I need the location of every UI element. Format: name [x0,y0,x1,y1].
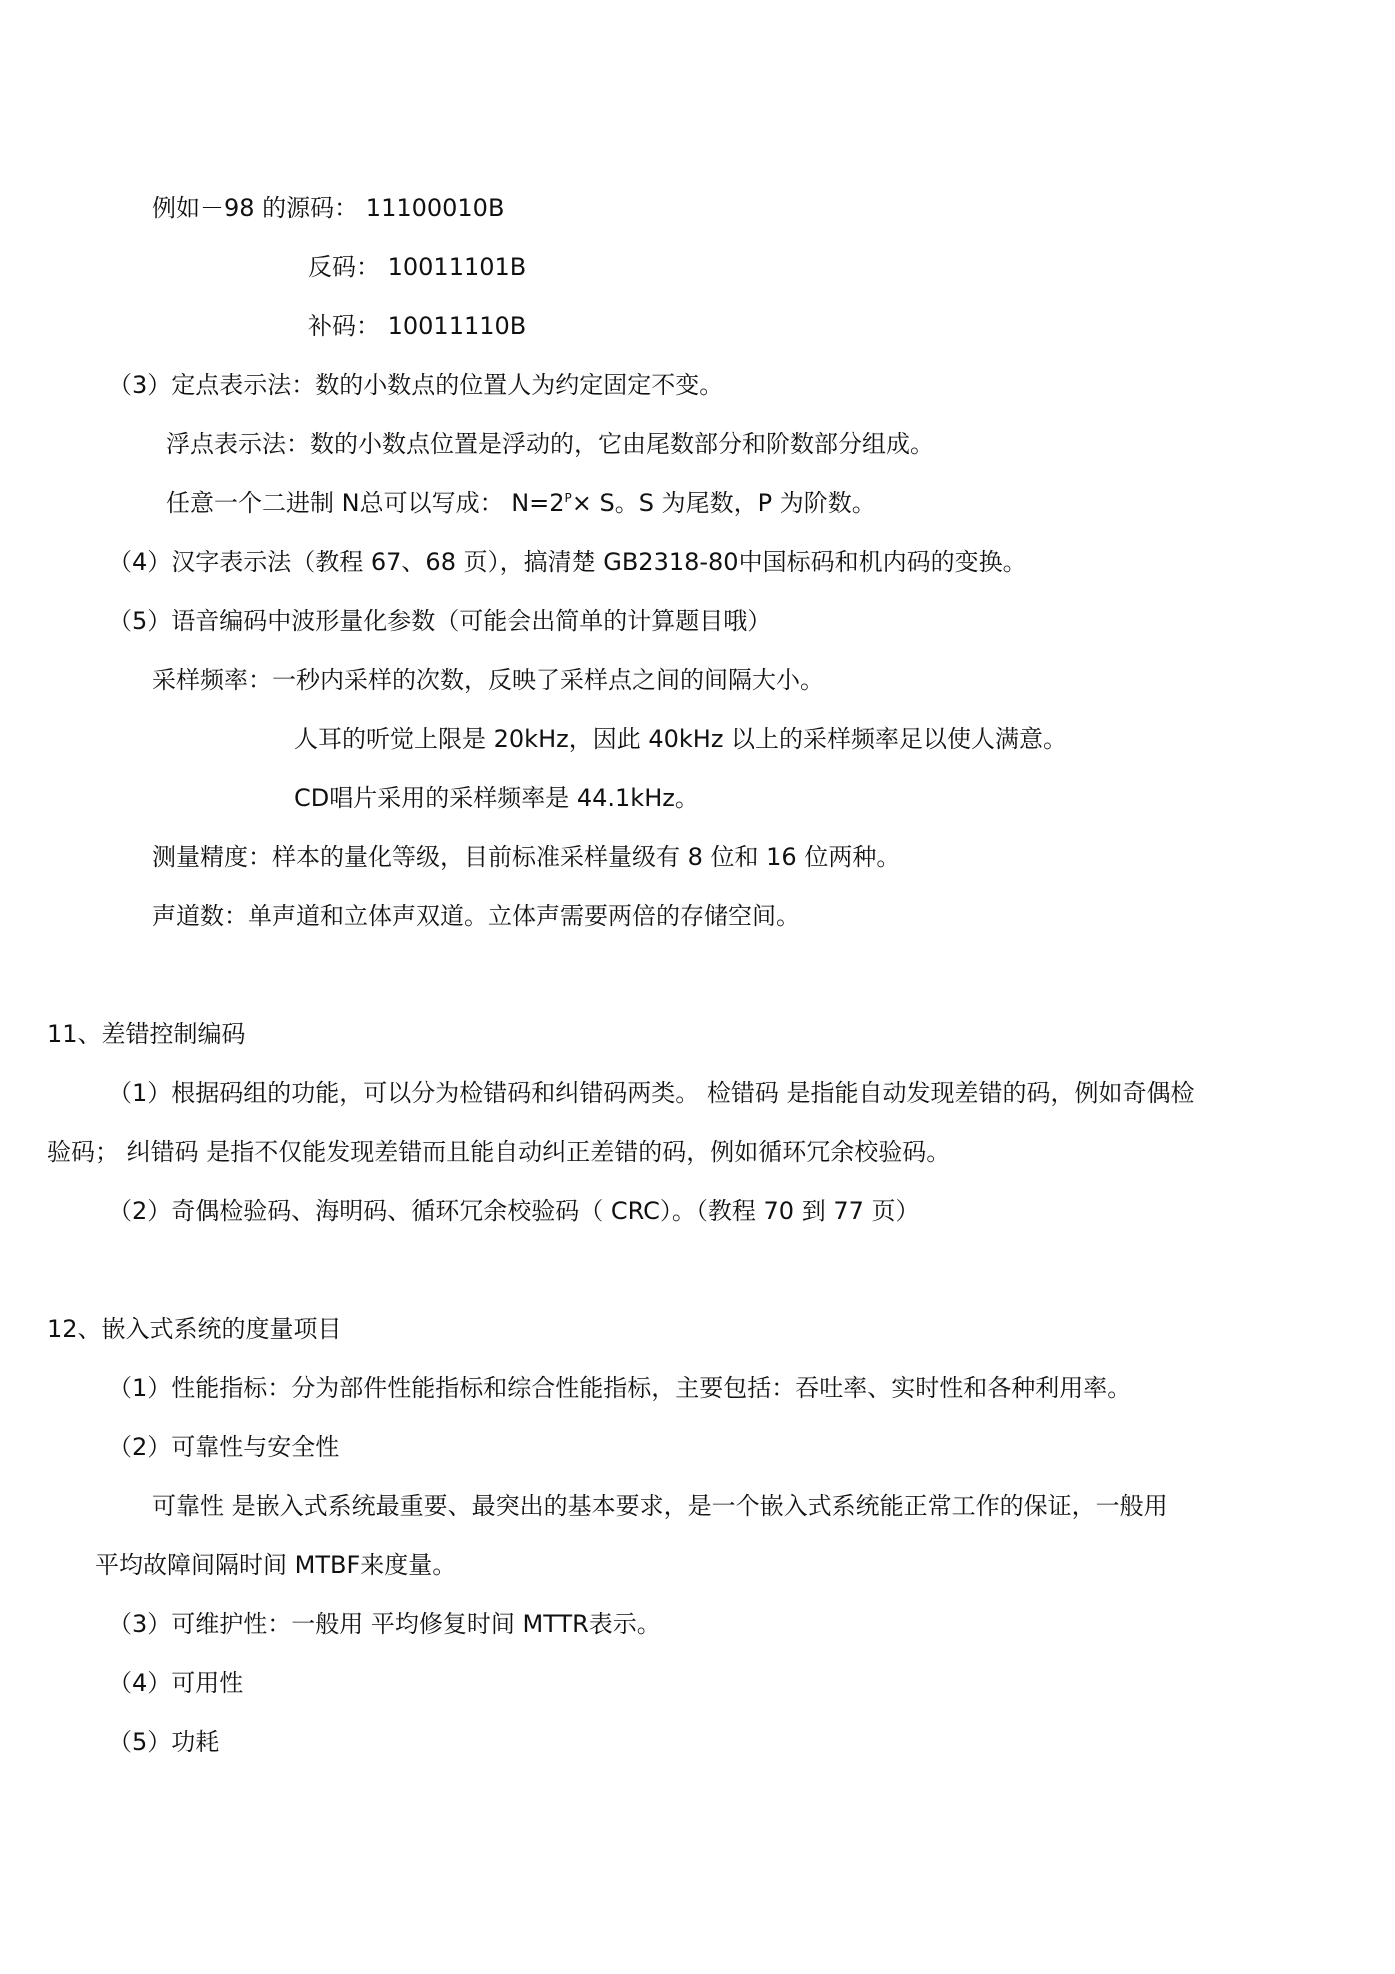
availability-heading: （4）可用性 [108,1669,244,1697]
reliability-heading: （2）可靠性与安全性 [108,1433,340,1461]
parity-hamming-crc-line: （2）奇偶检验码、海明码、循环冗余校验码（ CRC）。（教程 70 到 77 页） [108,1197,920,1225]
maintainability-line: （3）可维护性：一般用 平均修复时间 MTTR表示。 [108,1610,661,1638]
performance-metrics: （1）性能指标：分为部件性能指标和综合性能指标，主要包括：吞吐率、实时性和各种利用率。 [108,1374,1132,1402]
fixed-point-definition: （3）定点表示法：数的小数点的位置人为约定固定不变。 [108,371,724,399]
reliability-paragraph-line-2: 平均故障间隔时间 MTBF来度量。 [95,1551,457,1579]
formula-tail: × S。S 为尾数，P 为阶数。 [571,489,876,517]
sampling-rate-definition: 采样频率：一秒内采样的次数，反映了采样点之间的间隔大小。 [152,666,824,694]
ones-complement-example: 反码： 10011101B [308,253,527,281]
measurement-precision: 测量精度：样本的量化等级，目前标准采样量级有 8 位和 16 位两种。 [152,843,901,871]
binary-formula-line [166,488,876,518]
channel-count: 声道数：单声道和立体声双道。立体声需要两倍的存储空间。 [152,902,800,930]
formula-exponent: P [564,491,572,505]
twos-complement-example: 补码： 10011110B [308,312,527,340]
voice-encoding-heading: （5）语音编码中波形量化参数（可能会出简单的计算题目哦） [108,607,772,635]
chinese-char-encoding: （4）汉字表示法（教程 67、68 页），搞清楚 GB2318-80中国标码和机内码的变换。 [108,548,1027,576]
error-code-paragraph-line-2: 验码； 纠错码 是指不仅能发现差错而且能自动纠正差错的码，例如循环冗余校验码。 [47,1138,951,1166]
error-code-paragraph-line-1: （1）根据码组的功能，可以分为检错码和纠错码两类。 检错码 是指能自动发现差错的码，例如奇偶检 [108,1079,1195,1107]
cd-sampling-note: CD唱片采用的采样频率是 44.1kHz。 [294,784,699,812]
reliability-paragraph-line-1: 可靠性 是嵌入式系统最重要、最突出的基本要求，是一个嵌入式系统能正常工作的保证，一般用 [152,1492,1168,1520]
power-consumption-heading: （5）功耗 [108,1728,220,1756]
formula-lead: 任意一个二进制 N总可以写成： N=2 [166,489,565,517]
section-12-heading: 12、嵌入式系统的度量项目 [47,1315,342,1343]
source-code-example: 例如－98 的源码： 11100010B [152,194,505,222]
section-11-heading: 11、差错控制编码 [47,1020,246,1048]
floating-point-definition: 浮点表示法：数的小数点位置是浮动的，它由尾数部分和阶数部分组成。 [166,430,934,458]
hearing-limit-note: 人耳的听觉上限是 20kHz，因此 40kHz 以上的采样频率足以使人满意。 [294,725,1068,753]
